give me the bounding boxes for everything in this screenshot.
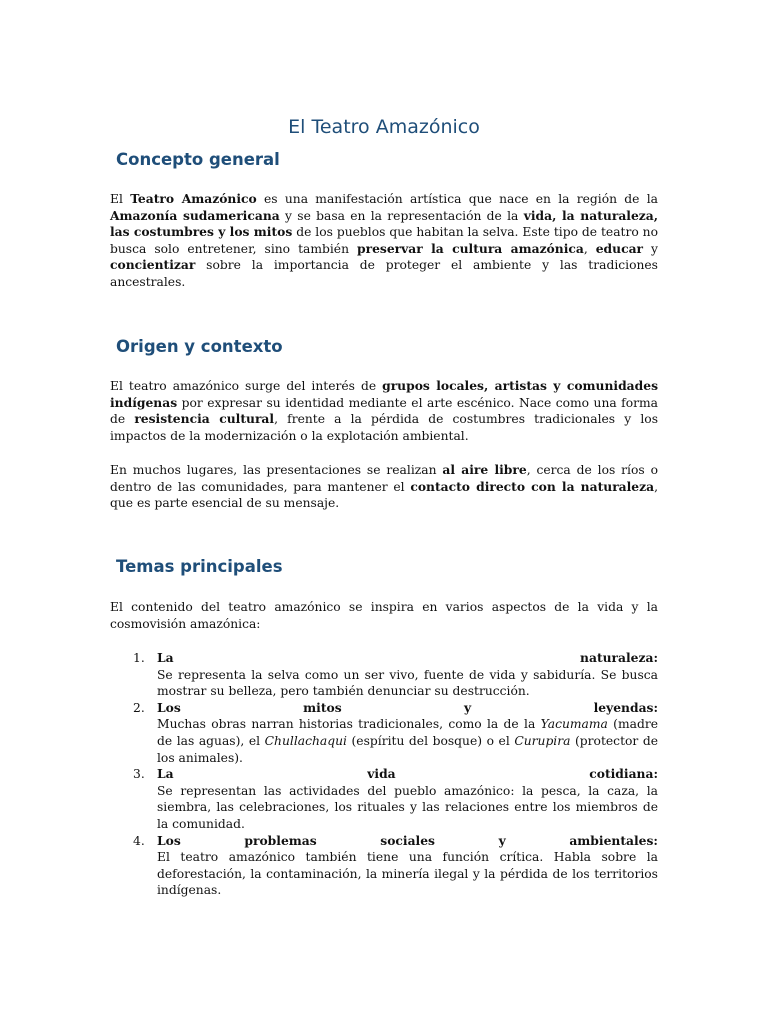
- list-item: [110, 650, 658, 700]
- list-item: [110, 833, 658, 899]
- list-item-description: El teatro amazónico también tiene una función crítica. Habla sobre la deforestación, la contaminación, la minería ilegal y la pérdida de los territorios indígenas.: [157, 850, 658, 898]
- list-item-description: Se representan las actividades del pueblo amazónico: la pesca, la caza, la siembra, las celebraciones, los rituales y las relaciones entre los miembros de la comunidad.: [157, 783, 658, 831]
- list-item-title: Los mitos y leyendas:: [157, 699, 658, 715]
- paragraph-origen-1: El teatro amazónico surge del interés de grupos locales, artistas y comunidades indígenas por expresar su identidad mediante el arte escénico. Nace como una forma de resistencia cultural, frente a la pérdida de costumbres tradicionales y los impactos de la modernización o la explotación ambiental.: [110, 378, 659, 443]
- list-item-title: La naturaleza:: [157, 650, 658, 665]
- list-item-title: La vida cotidiana:: [157, 766, 658, 782]
- list-item-number: 3.: [133, 767, 145, 782]
- paragraph-temas-intro: El contenido del teatro amazónico se inspira en varios aspectos de la vida y la cosmovisión amazónica:: [110, 600, 658, 631]
- list-item-number: 4.: [133, 833, 145, 848]
- heading-temas-principales: Temas principales: [116, 557, 283, 576]
- paragraph-origen-2: En muchos lugares, las presentaciones se realizan al aire libre, cerca de los ríos o dentro de las comunidades, para mantener el contacto directo con la naturaleza, que es parte esencial de su mensaje.: [110, 462, 659, 511]
- document-title: El Teatro Amazónico: [288, 116, 480, 138]
- list-item-description: Se representa la selva como un ser vivo, fuente de vida y sabiduría. Se busca mostrar su belleza, pero también denunciar su destrucción.: [157, 667, 658, 699]
- list-item-number: 1.: [133, 651, 145, 665]
- heading-origen-contexto: Origen y contexto: [116, 337, 283, 356]
- temas-list: [110, 650, 658, 899]
- list-item-title: Los problemas sociales y ambientales:: [157, 832, 658, 848]
- paragraph-concepto: El Teatro Amazónico es una manifestación artística que nace en la región de la Amazonía sudamericana y se basa en la representación de la vida, la naturaleza, las costumbres y los mitos de los pueblos que habitan la selva. Este tipo de teatro no busca solo entretener, sino también preservar la cultura amazónica, educar y concientizar sobre la importancia de proteger el ambiente y las tradiciones ancestrales.: [110, 191, 659, 289]
- list-item: [110, 766, 658, 832]
- list-item-number: 2.: [133, 700, 145, 715]
- heading-concepto-general: Concepto general: [116, 150, 280, 169]
- list-item: [110, 700, 658, 766]
- list-item-description: Muchas obras narran historias tradicionales, como la de la Yacumama (madre de las aguas), el Chullachaqui (espíritu del bosque) o el Curupira (protector de los animales).: [157, 717, 658, 765]
